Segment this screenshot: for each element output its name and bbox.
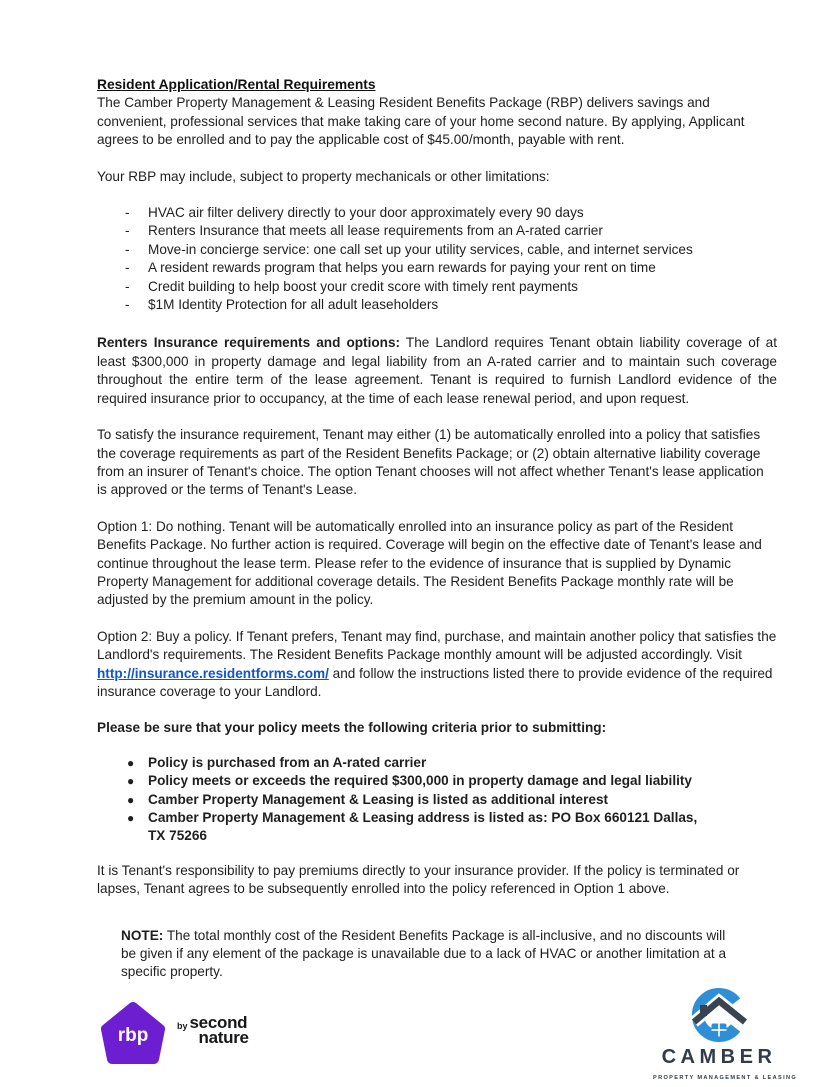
list-item xyxy=(97,222,777,240)
rbp-second-nature-logo xyxy=(97,998,249,1070)
renters-insurance-lead: Renters Insurance requirements and options: xyxy=(97,335,401,351)
renters-insurance-body: The Landlord requires Tenant obtain liability coverage of at least $300,000 in property damage and legal liability from an A-rated carrier and to maintain such coverage throughout the entire term of the lease agreement. Tenant is required to furnish Landlord evidence of the required insurance prior to occupancy, at the time of each lease renewal period, and upon request. xyxy=(97,335,777,406)
satisfy-requirement-paragraph: To satisfy the insurance requirement, Tenant may either (1) be automatically enrolled into a policy that satisfies the coverage requirements as part of the Resident Benefits Package; or (2) obtain alternative liability coverage from an insurer of Tenant's choice. The option Tenant chooses will not affect whether Tenant's lease application is approved or the terms of Tenant's Lease. xyxy=(97,427,764,498)
dash-bullet: - xyxy=(125,297,130,313)
list-item-text: Camber Property Management & Leasing address is listed as: PO Box 660121 Dallas, TX 75266 xyxy=(148,810,698,844)
list-item xyxy=(97,296,777,314)
list-item xyxy=(97,259,777,277)
note-paragraph xyxy=(121,927,741,982)
list-item xyxy=(97,754,777,772)
page-title: Resident Application/Rental Requirements xyxy=(97,77,376,92)
list-item-text: HVAC air filter delivery directly to your door approximately every 90 days xyxy=(148,205,584,221)
responsibility-paragraph: It is Tenant's responsibility to pay premiums directly to your insurance provider. If the policy is terminated or lapses, Tenant agrees to be subsequently enrolled into the policy referenced in Option 1 above. xyxy=(97,862,740,897)
list-item xyxy=(97,772,777,790)
list-item-text: Policy is purchased from an A-rated carrier xyxy=(148,754,427,770)
camber-house-icon xyxy=(669,986,769,1042)
list-item xyxy=(97,278,777,296)
dash-bullet: - xyxy=(125,241,130,257)
by-label: by xyxy=(177,1020,188,1031)
note-lead: NOTE: xyxy=(121,927,164,943)
dash-bullet: - xyxy=(125,205,130,221)
dot-bullet: ● xyxy=(127,792,135,807)
camber-logo xyxy=(653,986,798,1087)
list-item-text: Renters Insurance that meets all lease requirements from an A-rated carrier xyxy=(148,223,603,239)
renters-insurance-paragraph xyxy=(97,334,777,408)
option2-text-after-link: and follow the instructions listed there to provide evidence of the required insurance coverage to your Landlord. xyxy=(97,665,773,699)
footer xyxy=(97,998,798,1087)
list-item-text: Camber Property Management & Leasing is listed as additional interest xyxy=(148,791,609,807)
second-nature-wordmark xyxy=(177,1012,249,1047)
camber-tagline: PROPERTY MANAGEMENT & LEASING xyxy=(653,1074,798,1081)
list-item xyxy=(97,204,777,222)
rbp-logo-text: rbp xyxy=(117,1024,149,1046)
rbp-logo-icon xyxy=(97,998,169,1070)
list-item-text: Credit building to help boost your credit score with timely rent payments xyxy=(148,278,578,294)
dash-bullet: - xyxy=(125,278,130,294)
nature-line: nature xyxy=(198,1027,249,1047)
dash-bullet: - xyxy=(125,260,130,276)
option2-paragraph xyxy=(97,628,777,702)
second-nature-text xyxy=(189,1012,249,1047)
list-item-text: Policy meets or exceeds the required $300,000 in property damage and legal liability xyxy=(148,773,692,789)
option1-paragraph: Option 1: Do nothing. Tenant will be automatically enrolled into an insurance policy as part of the Resident Benefits Package. No further action is required. Coverage will begin on the effective date of Tenant's lease and continue throughout the lease term. Please refer to the evidence of insurance that is supplied by Dynamic Property Management for additional coverage details. The Resident Benefits Package monthly rate will be adjusted by the premium amount in the policy. xyxy=(97,518,762,608)
second-line: second xyxy=(189,1012,248,1032)
dot-bullet: ● xyxy=(127,755,135,770)
option2-text-before-link: Option 2: Buy a policy. If Tenant prefers, Tenant may find, purchase, and maintain another policy that satisfies the Landlord's requirements. The Resident Benefits Package monthly amount will be adjusted accordingly. Visit xyxy=(97,628,777,663)
list-item xyxy=(97,809,777,846)
insurance-residentforms-link[interactable]: http://insurance.residentforms.com/ xyxy=(97,665,329,681)
dot-bullet: ● xyxy=(127,811,135,825)
dot-bullet: ● xyxy=(127,774,135,789)
document-body xyxy=(97,76,798,1087)
criteria-heading: Please be sure that your policy meets the following criteria prior to submitting: xyxy=(97,720,607,736)
list-item xyxy=(97,791,777,809)
camber-name: CAMBER xyxy=(661,1046,777,1069)
criteria-list xyxy=(97,754,777,846)
rbp-include-intro: Your RBP may include, subject to property mechanicals or other limitations: xyxy=(97,168,550,184)
list-item-text: Move-in concierge service: one call set up your utility services, cable, and internet services xyxy=(148,241,693,257)
rbp-items-list xyxy=(97,204,777,314)
list-item xyxy=(97,241,777,259)
dash-bullet: - xyxy=(125,223,130,239)
list-item-text: A resident rewards program that helps you earn rewards for paying your rent on time xyxy=(148,260,656,276)
list-item-text: $1M Identity Protection for all adult leaseholders xyxy=(148,297,439,313)
note-body: The total monthly cost of the Resident Benefits Package is all-inclusive, and no discounts will be given if any element of the package is unavailable due to a lack of HVAC or another limitation at a specific property. xyxy=(121,927,727,980)
intro-paragraph: The Camber Property Management & Leasing Resident Benefits Package (RBP) delivers savings and convenient, professional services that make taking care of your home second nature. By applying, Applicant agrees to be enrolled and to pay the applicable cost of $45.00/month, payable with rent. xyxy=(97,95,745,148)
